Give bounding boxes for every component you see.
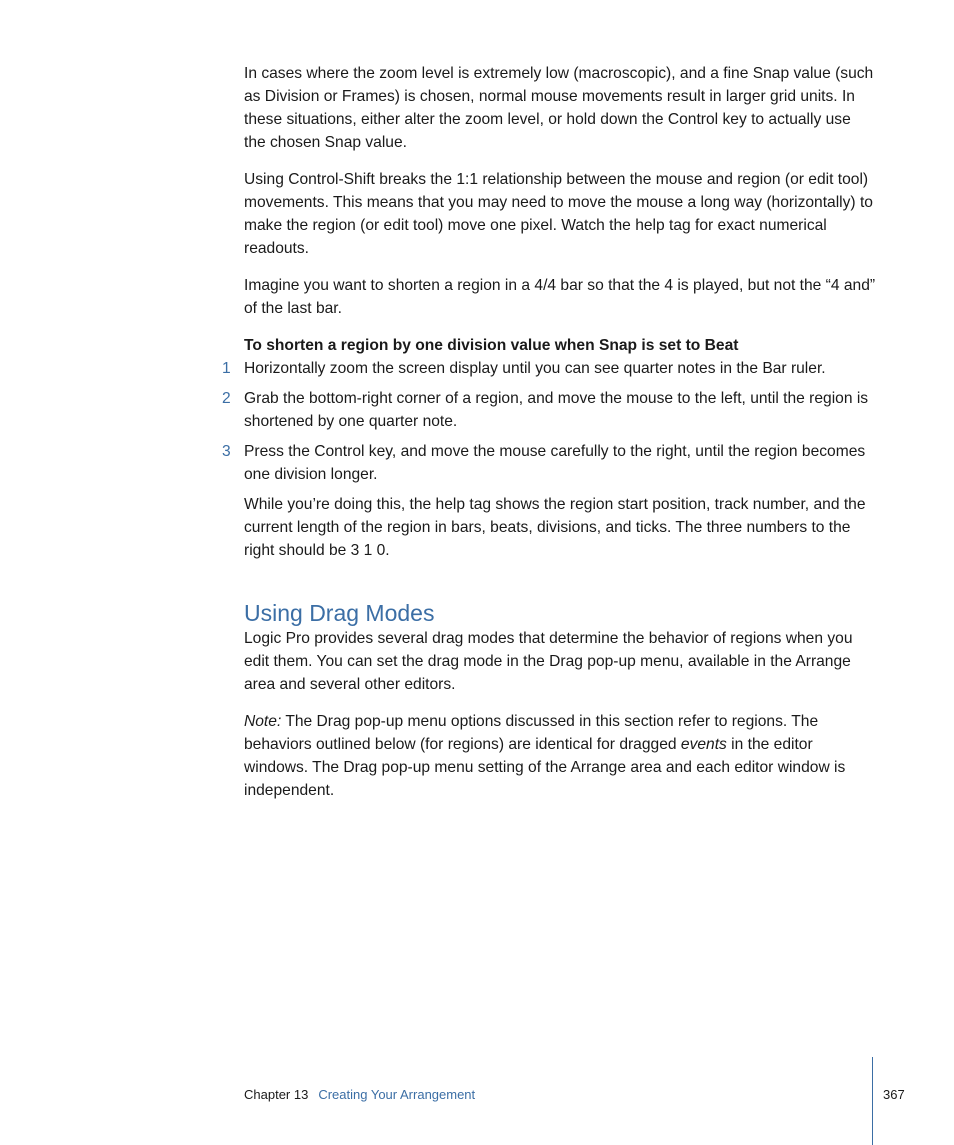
note-paragraph	[244, 710, 876, 802]
step-number: 2	[222, 390, 231, 407]
list-item	[222, 387, 876, 433]
list-item	[222, 440, 876, 486]
step-text: Horizontally zoom the screen display until you can see quarter notes in the Bar ruler.	[244, 360, 826, 377]
page-footer	[244, 1086, 475, 1104]
task-heading: To shorten a region by one division value when Snap is set to Beat	[244, 337, 739, 354]
step-text: Grab the bottom-right corner of a region, and move the mouse to the left, until the region is shortened by one quarter note.	[244, 390, 869, 430]
body-paragraph: Imagine you want to shorten a region in a 4/4 bar so that the 4 is played, but not the “4 and” of the last bar.	[244, 277, 876, 317]
step-text: Press the Control key, and move the mouse carefully to the right, until the region becomes one division longer.	[244, 443, 866, 483]
footer-divider	[872, 1057, 873, 1145]
steps-list	[222, 357, 876, 486]
note-emphasis: events	[680, 736, 727, 753]
step-number: 1	[222, 360, 231, 377]
body-paragraph: Using Control-Shift breaks the 1:1 relationship between the mouse and region (or edit tool) movements. This means that you may need to move the mouse a long way (horizontally) to make the region (or edit tool) move one pixel. Watch the help tag for exact numerical readouts.	[244, 171, 873, 257]
section-intro: Logic Pro provides several drag modes that determine the behavior of regions when you edit them. You can set the drag mode in the Drag pop-up menu, available in the Arrange area and several other editors.	[244, 630, 853, 693]
footer-chapter-title: Creating Your Arrangement	[318, 1087, 476, 1102]
step-number: 3	[222, 443, 231, 460]
page-number: 367	[883, 1087, 905, 1102]
page-content	[222, 62, 876, 816]
section-heading: Using Drag Modes	[244, 600, 435, 626]
note-text: The Drag pop-up menu options discussed in this section refer to regions. The behaviors outlined below (for regions) are identical for dragged	[244, 713, 819, 753]
note-text: in the editor windows. The Drag pop-up menu setting of the Arrange area and each editor window is independent.	[244, 736, 846, 799]
body-paragraph: In cases where the zoom level is extremely low (macroscopic), and a fine Snap value (such as Division or Frames) is chosen, normal mouse movements result in larger grid units. In these situations, either alter the zoom level, or hold down the Control key to actually use the chosen Snap value.	[244, 65, 874, 151]
footer-chapter-label: Chapter 13	[244, 1087, 309, 1102]
list-item	[222, 357, 876, 380]
note-label: Note:	[244, 713, 282, 730]
step-followup-paragraph: While you’re doing this, the help tag shows the region start position, track number, and the current length of the region in bars, beats, divisions, and ticks. The three numbers to the right should be 3 1 0.	[244, 496, 866, 559]
